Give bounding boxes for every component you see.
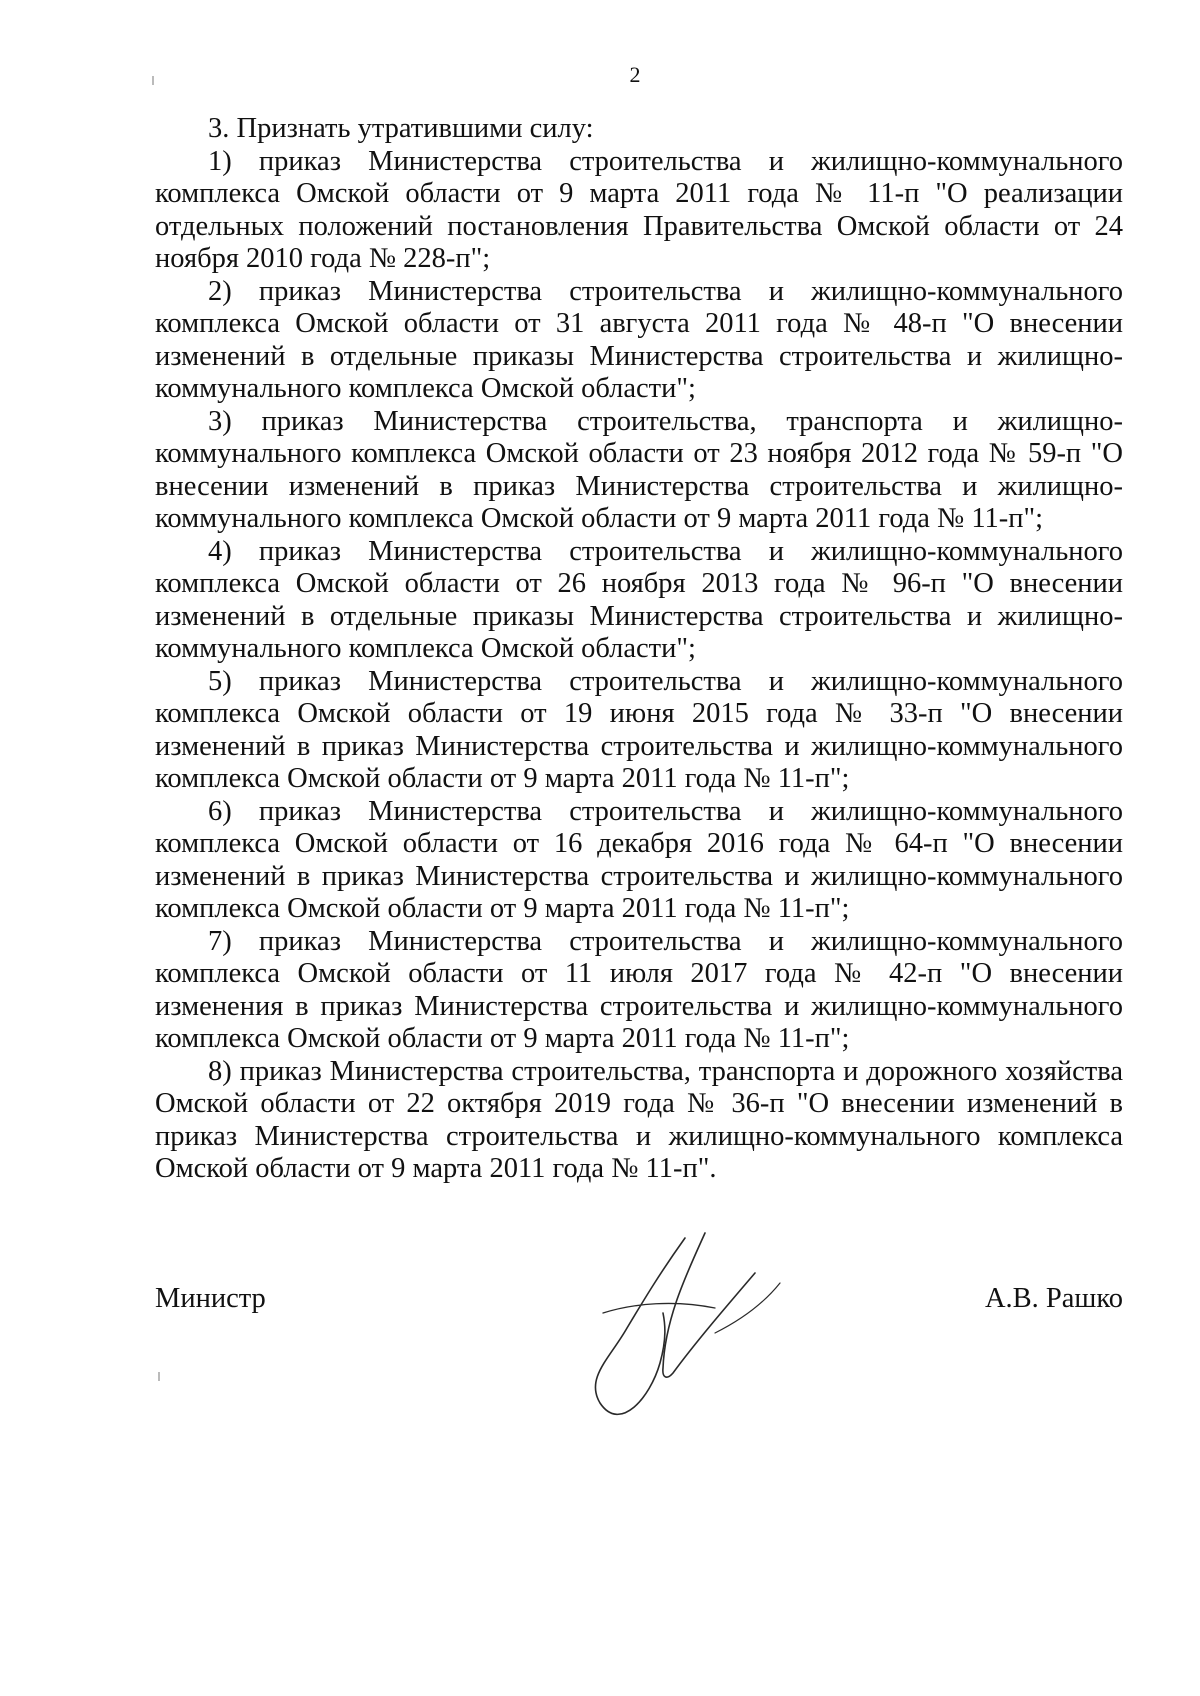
list-item-4: 4) приказ Министерства строительства и жилищно-коммунального комплекса Омской области от 26 ноября 2013 года № 96-п "О внесении изменений в отдельные приказы Министерства строительства и жилищно-коммунального комплекса Омской области"; [155,535,1123,664]
list-item-7: 7) приказ Министерства строительства и жилищно-коммунального комплекса Омской области от 11 июля 2017 года № 42-п "О внесении изменения в приказ Министерства строительства и жилищно-коммунального комплекса Омской области от 9 марта 2011 года № 11-п"; [155,925,1123,1054]
handwritten-signature [565,1228,815,1428]
document-body [155,113,1123,1186]
list-item-8: 8) приказ Министерства строительства, транспорта и дорожного хозяйства Омской области от 22 октября 2019 года № 36-п "О внесении изменений в приказ Министерства строительства и жилищно-коммунального комплекса Омской области от 9 марта 2011 года № 11-п". [155,1055,1123,1184]
list-item-3: 3) приказ Министерства строительства, транспорта и жилищно-коммунального комплекса Омской области от 23 ноября 2012 года № 59-п "О внесении изменений в приказ Министерства строительства и жилищно-коммунального комплекса Омской области от 9 марта 2011 года № 11-п"; [155,405,1123,534]
list-item-5: 5) приказ Министерства строительства и жилищно-коммунального комплекса Омской области от 19 июня 2015 года № 33-п "О внесении изменений в приказ Министерства строительства и жилищно-коммунального комплекса Омской области от 9 марта 2011 года № 11-п"; [155,665,1123,794]
list-item-2: 2) приказ Министерства строительства и жилищно-коммунального комплекса Омской области от 31 августа 2011 года № 48-п "О внесении изменений в отдельные приказы Министерства строительства и жилищно-коммунального комплекса Омской области"; [155,275,1123,404]
section-heading: 3. Признать утратившими силу: [208,113,594,144]
list-item-6: 6) приказ Министерства строительства и жилищно-коммунального комплекса Омской области от 16 декабря 2016 года № 64-п "О внесении изменений в приказ Министерства строительства и жилищно-коммунального комплекса Омской области от 9 марта 2011 года № 11-п"; [155,795,1123,924]
page-number: 2 [629,62,641,87]
scan-speck [152,76,154,85]
signer-position: Министр [155,1283,266,1314]
scan-speck [158,1372,160,1381]
list-item-1: 1) приказ Министерства строительства и жилищно-коммунального комплекса Омской области от 9 марта 2011 года № 11-п "О реализации отдельных положений постановления Правительства Омской области от 24 ноября 2010 года № 228-п"; [155,145,1123,274]
signer-name: А.В. Рашко [984,1283,1123,1314]
